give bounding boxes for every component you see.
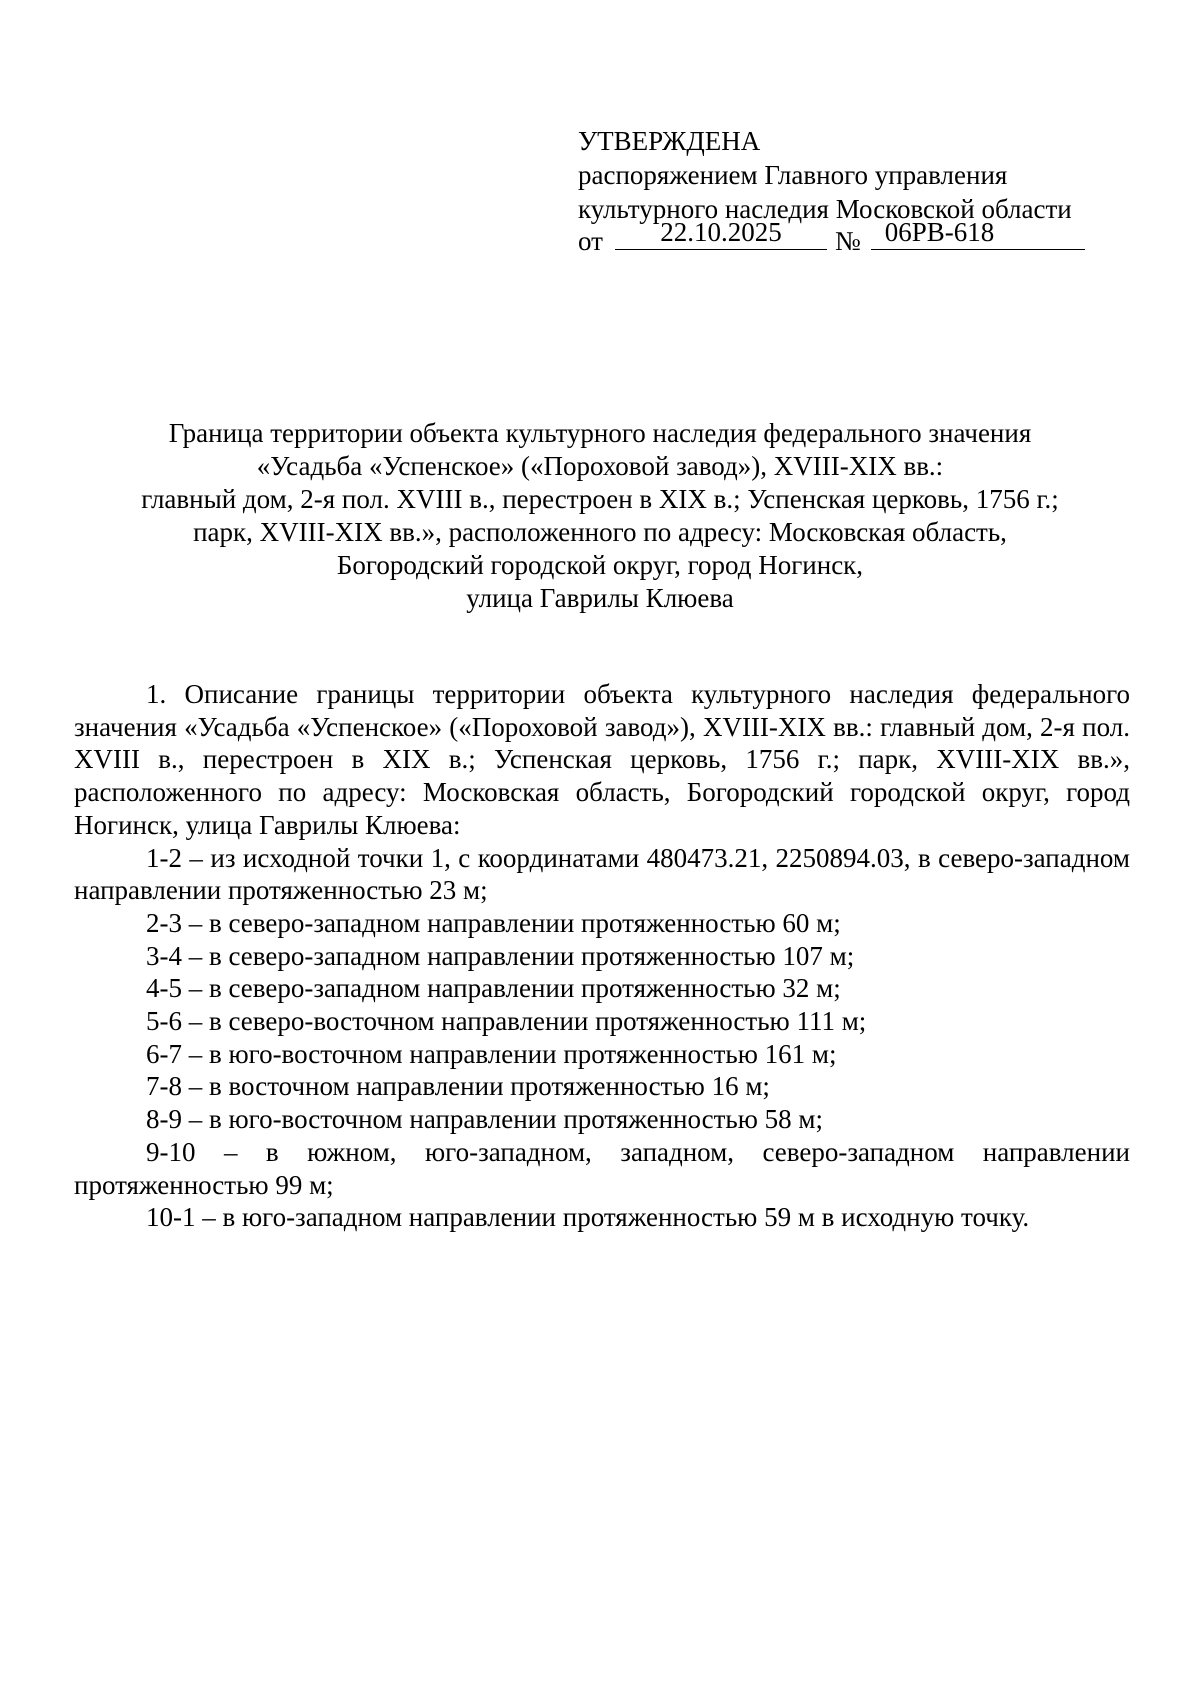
boundary-segment: 4-5 – в северо-западном направлении протяженностью 32 м; — [146, 973, 841, 1004]
boundary-segment: 1-2 – из исходной точки 1, с координатами 480473.21, 2250894.03, в северо-западном направлении протяженностью 23 м; — [74, 842, 1130, 906]
document-title — [60, 417, 1140, 615]
number-prefix: № — [834, 226, 861, 256]
boundary-segment: 5-6 – в северо-восточном направлении протяженностью 111 м; — [146, 1006, 867, 1037]
approval-line-2: культурного наследия Московской области — [578, 194, 1072, 224]
approval-number: 06РВ-618 — [871, 217, 1085, 250]
approval-status: УТВЕРЖДЕНА — [578, 126, 761, 156]
title-line: улица Гаврилы Клюева — [466, 583, 734, 613]
boundary-segment: 2-3 – в северо-западном направлении протяженностью 60 м; — [146, 907, 841, 938]
title-line: Богородский городской округ, город Ногинск, — [336, 550, 864, 580]
approval-date: 22.10.2025 — [615, 217, 827, 250]
boundary-segment: 7-8 – в восточном направлении протяженностью 16 м; — [146, 1071, 770, 1102]
document-body — [74, 678, 1130, 1234]
boundary-segment: 8-9 – в юго-восточном направлении протяженностью 58 м; — [146, 1104, 823, 1135]
boundary-segment: 3-4 – в северо-западном направлении протяженностью 107 м; — [146, 940, 855, 971]
approval-block — [578, 124, 1098, 258]
date-prefix: от — [578, 226, 603, 256]
title-line: «Усадьба «Успенское» («Пороховой завод»), XVIII-XIX вв.: — [256, 451, 944, 481]
approval-date-line — [578, 217, 1098, 258]
approval-line-1: распоряжением Главного управления — [578, 160, 1008, 190]
title-line: Граница территории объекта культурного наследия федерального значения — [168, 418, 1032, 448]
title-line: парк, XVIII-XIX вв.», расположенного по адресу: Московская область, — [193, 517, 1007, 547]
title-line: главный дом, 2-я пол. XVIII в., перестроен в XIX в.; Успенская церковь, 1756 г.; — [141, 484, 1059, 514]
boundary-segment: 9-10 – в южном, юго-западном, западном, северо-западном направлении протяженностью 99 м; — [74, 1136, 1130, 1200]
boundary-segment: 10-1 – в юго-западном направлении протяженностью 59 м в исходную точку. — [146, 1202, 1030, 1233]
boundary-segment: 6-7 – в юго-восточном направлении протяженностью 161 м; — [146, 1038, 837, 1069]
intro-paragraph: 1. Описание границы территории объекта культурного наследия федерального значения «Усадьба «Успенское» («Пороховой завод»), XVIII-XIX вв.: главный дом, 2-я пол. XVIII в., перестроен в XIX в.; Успенская церковь, 1756 г.; парк, XVIII-XIX вв.», расположенного по адресу: Московская область, Богородский городской округ, город Ногинск, улица Гаврилы Клюева: — [74, 679, 1130, 840]
